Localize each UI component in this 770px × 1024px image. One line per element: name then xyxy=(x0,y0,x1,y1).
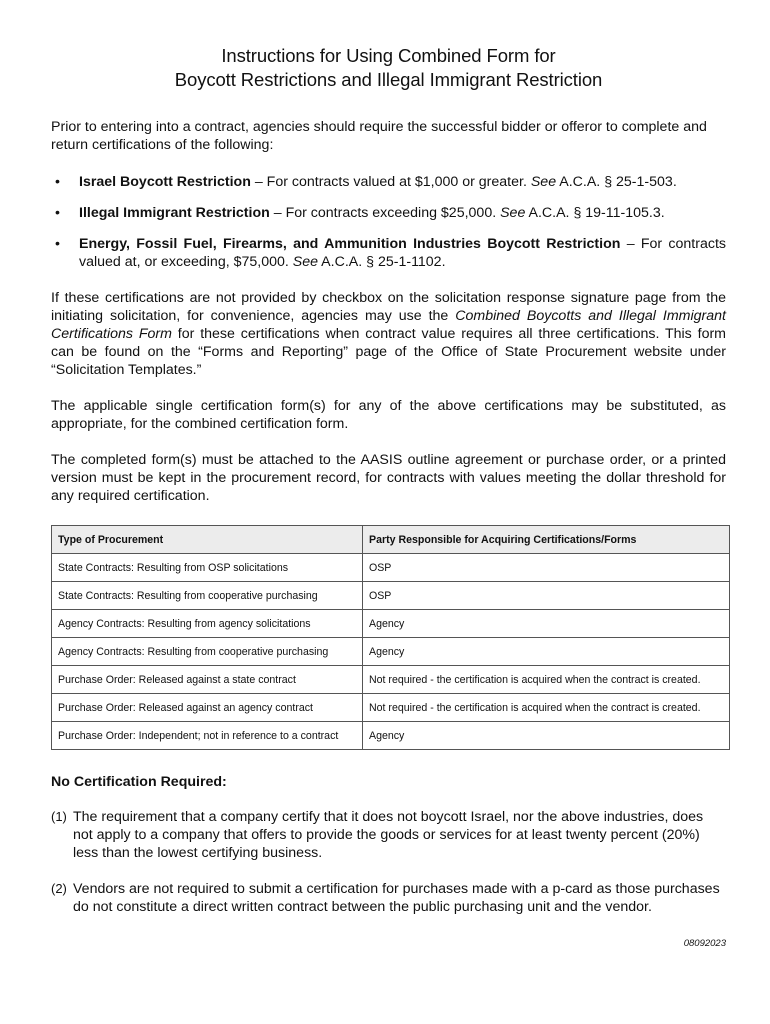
item-number: (1) xyxy=(51,809,67,824)
no-certification-heading: No Certification Required: xyxy=(51,774,227,790)
item-text: Vendors are not required to submit a certification for purchases made with a p-card as those purchases do not constitute a direct written contract between the public purchasing unit and the vendor. xyxy=(73,881,720,915)
table-cell: Agency Contracts: Resulting from cooperative purchasing xyxy=(52,638,363,666)
table-row xyxy=(52,722,730,750)
table-cell: Agency xyxy=(363,638,730,666)
bullet-icon: • xyxy=(55,236,60,252)
intro-paragraph: Prior to entering into a contract, agencies should require the successful bidder or offeror to complete and return certifications of the following: xyxy=(51,119,707,153)
procurement-table xyxy=(51,525,730,750)
table-cell: Purchase Order: Released against an agency contract xyxy=(52,694,363,722)
column-header-party: Party Responsible for Acquiring Certifications/Forms xyxy=(363,526,730,554)
table-cell: Not required - the certification is acquired when the contract is created. xyxy=(363,694,730,722)
list-item: • Energy, Fossil Fuel, Firearms, and Ammunition Industries Boycott Restriction – For contracts valued at, or exceeding, $75,000. See A.C.A. § 25-1-1102. xyxy=(55,236,726,270)
single-form-paragraph: The applicable single certification form(s) for any of the above certifications may be substituted, as appropriate, for the combined certification form. xyxy=(51,398,726,432)
title-line-2: Boycott Restrictions and Illegal Immigrant Restriction xyxy=(174,69,603,90)
list-item: • Illegal Immigrant Restriction – For contracts exceeding $25,000. See A.C.A. § 19-11-105.3. xyxy=(55,205,665,221)
table-cell: State Contracts: Resulting from cooperative purchasing xyxy=(52,582,363,610)
table-row xyxy=(52,582,730,610)
list-item xyxy=(51,808,726,862)
table-row xyxy=(52,694,730,722)
table-row xyxy=(52,554,730,582)
table-cell: State Contracts: Resulting from OSP solicitations xyxy=(52,554,363,582)
list-item xyxy=(51,880,726,916)
bullet-icon: • xyxy=(55,205,60,221)
table-cell: Agency Contracts: Resulting from agency solicitations xyxy=(52,610,363,638)
table-cell: Not required - the certification is acquired when the contract is created. xyxy=(363,666,730,694)
item-number: (2) xyxy=(51,881,67,896)
document-revision-code: 08092023 xyxy=(683,938,726,949)
no-certification-list xyxy=(51,808,726,916)
table-row xyxy=(52,638,730,666)
document-page xyxy=(51,44,726,934)
item-text: The requirement that a company certify that it does not boycott Israel, nor the above industries, does not apply to a company that offers to provide the goods or services for at least twenty percent (20%) less than the lowest certifying business. xyxy=(73,809,704,861)
form-name: Combined Boycotts and Illegal Immigrant Certifications Form xyxy=(51,308,726,342)
table-cell: Agency xyxy=(363,722,730,750)
page-title xyxy=(51,44,726,92)
table-row xyxy=(52,666,730,694)
column-header-type: Type of Procurement xyxy=(52,526,363,554)
checkbox-paragraph: If these certifications are not provided by checkbox on the solicitation response signature page from the initiating solicitation, for convenience, agencies may use the Combined Boycotts and Illegal Immigrant Certifications Form for these certifications when contract value requires all three certifications. This form can be found on the “Forms and Reporting” page of the Office of State Procurement website under “Solicitation Templates.” xyxy=(51,290,726,378)
table-cell: OSP xyxy=(363,554,730,582)
list-item: • Israel Boycott Restriction – For contracts valued at $1,000 or greater. See A.C.A. § 25-1-503. xyxy=(55,174,677,190)
table-cell: Purchase Order: Released against a state contract xyxy=(52,666,363,694)
table-cell: Purchase Order: Independent; not in reference to a contract xyxy=(52,722,363,750)
title-line-1: Instructions for Using Combined Form for xyxy=(221,45,556,66)
table-row xyxy=(52,610,730,638)
table-cell: OSP xyxy=(363,582,730,610)
completed-form-paragraph: The completed form(s) must be attached to the AASIS outline agreement or purchase order, or a printed version must be kept in the procurement record, for contracts with values meeting the dollar threshold for any required certification. xyxy=(51,452,726,504)
certification-list xyxy=(51,173,726,271)
bullet-icon: • xyxy=(55,174,60,190)
table-header-row xyxy=(52,526,730,554)
table-cell: Agency xyxy=(363,610,730,638)
